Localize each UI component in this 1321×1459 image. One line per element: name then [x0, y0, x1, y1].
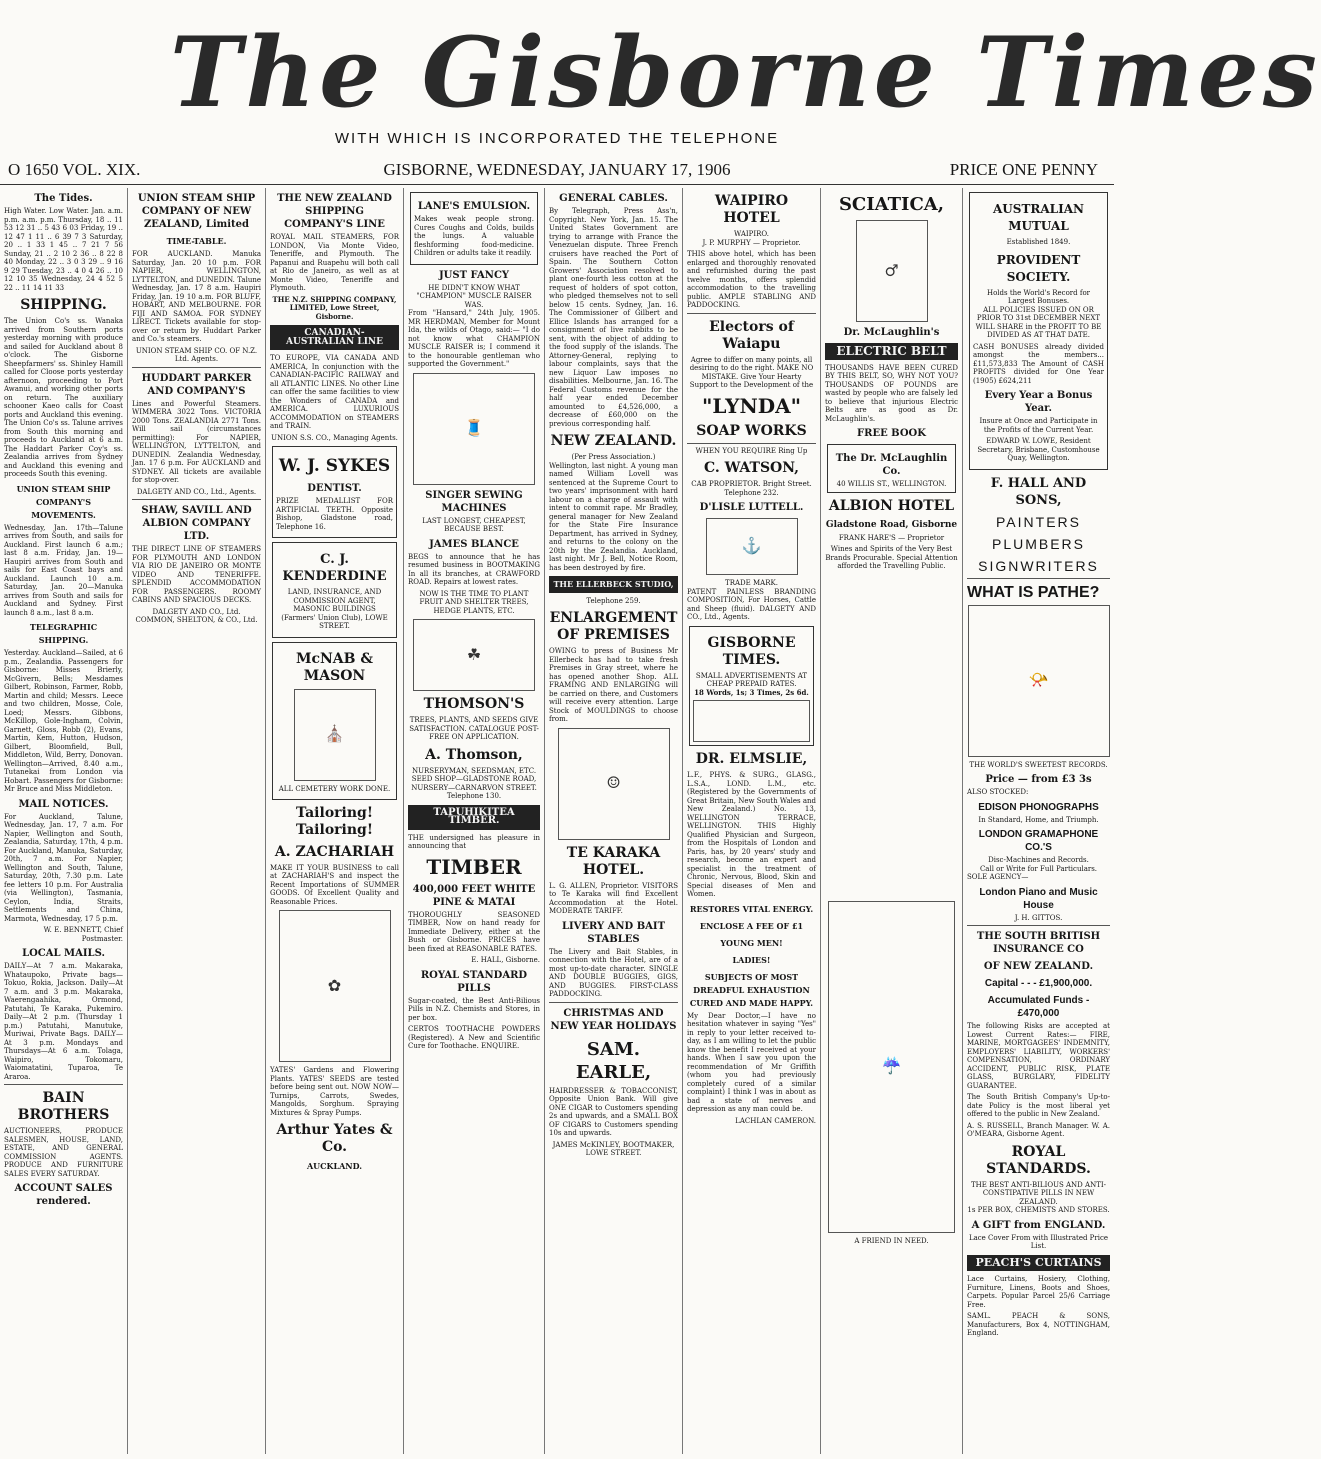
cables-text: By Telegraph, Press Ass'n, Copyright. New York, Jan. 15. The United States Government are trying to arrange with France the Venezuelan dispute. Three French cruisers have reached the Port of Spain. The Southern Cotton Growers' Association resolved to plant one-fourth less cotton at the request of holders of spot cotton, who pledged themselves not to sell below 15 cents. Sydney, Jan. 16. The Commissioner of Gilbert and Ellice Islands has arranged for a consignment of live rabbits to be sent, with the object of adding to the food supply of the islands. The Attorney-General, replying to labour complaints, says that the new Liquor Law imposes no disabilities. Melbourne, Jan. 16. The Federal Customs revenue for the half year ended December amounted to £4,526,000, a decrease of £60,000 on the previous corresponding half. — [549, 207, 678, 428]
times-sub: SMALL ADVERTISEMENTS AT CHEAP PREPAID RATES. — [695, 671, 808, 688]
canadian-heading: CANADIAN-AUSTRALIAN LINE — [270, 325, 399, 350]
fhall-plumbers: PLUMBERS — [991, 535, 1086, 552]
fancy-heading: JUST FANCY — [438, 269, 510, 281]
column-5 — [545, 188, 683, 1454]
waipiro-proprietor: J. P. MURPHY — Proprietor. — [702, 238, 801, 247]
telegraphic-heading: TELEGRAPHIC SHIPPING. — [29, 622, 98, 645]
tapu-text-2: THOROUGHLY SEASONED TIMBER, Now on hand ready for Immediate Delivery, either at the Bush or Gisborne. PRICES have been fixed at REASONABLE RATES. — [408, 910, 540, 953]
royal-standards-text: THE BEST ANTI-BILIOUS AND ANTI-CONSTIPATIVE PILLS IN NEW ZEALAND. — [970, 1180, 1106, 1206]
union-heading: UNION STEAM SHIP COMPANY OF NEW ZEALAND, Limited — [137, 193, 256, 230]
sciatica-heading: SCIATICA, — [838, 194, 945, 215]
electors-text: Agree to differ on many points, all desiring to do the right. MAKE NO MISTAKE. Give Your Hearty Support to the Development of the — [689, 355, 814, 389]
sb-heading: THE SOUTH BRITISH INSURANCE CO — [976, 931, 1101, 955]
nz-news-sub: (Per Press Association.) — [571, 453, 656, 461]
royal-standards-heading: ROYAL STANDARDS. — [986, 1143, 1091, 1177]
peach-heading: PEACH'S CURTAINS — [967, 1255, 1110, 1272]
livery-heading: LIVERY AND BAIT STABLES — [561, 920, 666, 945]
postmaster: W. E. BENNETT, Chief Postmaster. — [43, 926, 123, 943]
volume-number: O 1650 VOL. XIX. — [8, 160, 141, 179]
watson-sub: CAB PROPRIETOR. Bright Street. Telephone 232. — [691, 480, 812, 497]
albion-heading: ALBION HOTEL — [828, 497, 955, 514]
mcnab-sub: ALL CEMETERY WORK DONE. — [278, 784, 391, 793]
piano-sub: J. H. GITTOS. — [1014, 913, 1063, 922]
tailoring-heading: Tailoring! Tailoring! — [296, 804, 373, 838]
shipping-heading: SHIPPING. — [20, 297, 107, 313]
gift-sub: Lace Cover From with Illustrated Price List. — [968, 1233, 1109, 1250]
tapu-heading: TAPUHIKITEA TIMBER. — [408, 805, 540, 830]
waipiro-sub: WAIPIRO. — [734, 230, 769, 238]
issue-date: GISBORNE, WEDNESDAY, JANUARY 17, 1906 — [383, 160, 731, 179]
elmslie-heading: DR. ELMSLIE, — [695, 751, 808, 767]
plant-notice: NOW IS THE TIME TO PLANT FRUIT AND SHELTER TREES, HEDGE PLANTS, ETC. — [419, 589, 529, 615]
lanes-heading: LANE'S EMULSION. — [417, 201, 531, 212]
albion-proprietor: FRANK HARE'S — Proprietor — [838, 533, 945, 542]
gift-heading: A GIFT from ENGLAND. — [971, 1219, 1106, 1231]
edison-sub: In Standard, Home, and Triumph. — [978, 815, 1099, 824]
tapu-text: THE undersigned has pleasure in announcing that — [408, 833, 540, 850]
ship-movements-heading: UNION STEAM SHIP COMPANY'S MOVEMENTS. — [16, 483, 111, 520]
dateline — [0, 160, 1114, 182]
mcnab-heading: McNAB & MASON — [295, 650, 374, 684]
huddart-agents: DALGETY AND CO., Ltd., Agents. — [136, 487, 257, 496]
woman-portrait-illustration: ☺ — [558, 728, 670, 840]
singer-heading: SINGER SEWING MACHINES — [425, 489, 523, 514]
column-4 — [404, 188, 545, 1454]
fhall-painters: PAINTERS — [996, 513, 1081, 530]
bain-heading: BAIN BROTHERS — [17, 1090, 110, 1123]
mclaughlin-address: 40 WILLIS ST., WELLINGTON. — [836, 480, 947, 488]
huddart-text: Lines and Powerful Steamers. WIMMERA 3022 Tons. VICTORIA 2000 Tons. ZEALANDIA 2771 Tons. Will sail (circumstances permitting): For NAPIER, WELLINGTON, LYTTELTON, and DUNEDIN. Zealandia Wednesday, Jan. 17 6 p.m. For AUCKLAND and SYDNEY. All tickets are available for stop-over. — [132, 399, 261, 484]
tapu-feet: 400,000 FEET WHITE PINE & MATAI — [412, 883, 536, 908]
masthead — [0, 0, 1321, 179]
zachariah-text: MAKE IT YOUR BUSINESS to call at ZACHARIAH'S and inspect the Recent Importations of SUMMER GOODS. Of Excellent Quality and Reasonable Prices. — [270, 863, 399, 906]
man-figure-illustration: ♂ — [856, 220, 928, 322]
sb-nz: OF NEW ZEALAND. — [983, 961, 1094, 972]
shaw-text: THE DIRECT LINE OF STEAMERS FOR PLYMOUTH AND LONDON VIA RIO DE JANEIRO OR MONTE VIDEO AND TENERIFFE. SPLENDID ACCOMMODATION FOR PASSENGERS. ROOMY CABINS AND SPACIOUS DECKS. — [132, 545, 261, 604]
gramophone-sub: Disc-Machines and Records. — [988, 856, 1089, 864]
nz-shipping-text: ROYAL MAIL STEAMERS, FOR LONDON, Via Monte Video, Teneriffe, and Plymouth. The Papanui and Ruapehu will both call at Rio de Janeiro, as well as at Monte Video, Teneriffe and Plymouth. — [270, 233, 399, 292]
yates-heading: Arthur Yates & Co. — [276, 1122, 393, 1155]
newspaper-title: The Gisborne Times — [170, 16, 1321, 129]
nz-news-text: Wellington, last night. A young man named William Lovell was sentenced at the Supreme Court to two years' imprisonment with hard labour on a charge of assault with intent to commit rape. Mr Bradley, general manager for New Zealand for the State Fire Insurance Department, has arrived in Sydney, and returns to the colony on the 20th by the Zealandia. Auckland, last night. Mr J. Bell, Notice Room, has been destroyed by fire. — [549, 461, 678, 572]
free-book-heading: FREE BOOK — [857, 428, 926, 439]
mail-notices-heading: MAIL NOTICES. — [18, 798, 109, 810]
bain-text: AUCTIONEERS, PRODUCE SALESMEN, HOUSE, LAND, ESTATE, AND GENERAL COMMISSION AGENTS. PRODUCE AND FURNITURE SALES EVERY SATURDAY. — [4, 1127, 123, 1178]
amp-bonus: Every Year a Bonus Year. — [984, 390, 1093, 414]
yates-seeds-illustration: ✿ — [279, 910, 391, 1062]
mail-notices-text: For Auckland, Talune, Wednesday, Jan. 17, 7 a.m. For Napier, Wellington and South, Zealandia, Saturday, 17th, 4 p.m. For Auckland, Manuka, Saturday, 20th, 7 a.m. For Napier, Wellington and South, Talune, Saturday, 20th, 7.30 p.m. Late fee letters 10 p.m. For Australia (via Wellington), Tasmania, Ceylon, India, Straits, Settlements and China, Marmota, Wednesday, 17 5 p.m. — [4, 812, 123, 923]
royal-standards-footer: 1s PER BOX, CHEMISTS AND STORES. — [967, 1206, 1110, 1214]
ship-movements-text: Wednesday, Jan. 17th—Talune arrives from South, and sails for Auckland. First launch 6 a.m.; last 8 a.m. Friday, Jan. 19—Haupiri arrives from South and sails for East Coast bays and Auckland. Launch 10 a.m. Saturday, Jan. 20—Manuka arrives from South and sails for Auckland and Sydney. First launch 8 a.m., last 8 a.m. — [4, 523, 123, 617]
enlargement-heading: ENLARGEMENT OF PREMISES — [549, 610, 678, 643]
bain-footer: ACCOUNT SALES rendered. — [14, 1183, 113, 1207]
yates-footer: AUCKLAND. — [306, 1161, 363, 1171]
sole-agent: SOLE AGENCY— — [967, 873, 1029, 881]
fancy-text: From "Hansard," 24th July, 1905. MR HERDMAN, Member for Mount Ida, the wilds of Otago, said:— "I do not know what CHAMPION MUSCLE RAISER is; I commend it to the honourable gentleman who supported the Government." — [408, 309, 540, 368]
times-heading: GISBORNE TIMES. — [707, 634, 796, 668]
thomson-heading: THOMSON'S — [423, 696, 525, 712]
page-columns — [0, 188, 1114, 1454]
mclaughlin-co-box — [827, 444, 956, 493]
amp-established: Established 1849. — [1006, 238, 1071, 246]
sykes-ad — [272, 446, 397, 538]
belt-text: THOUSANDS HAVE BEEN CURED BY THIS BELT, SO, WHY NOT YOU? THOUSANDS OF POUNDS are wasted by people who are falsely led to believe that injurious Electric Belts are as good as Dr. McLaughlin's. — [825, 363, 958, 423]
soap-works-heading: SOAP WORKS — [696, 422, 807, 439]
peach-text: Lace Curtains, Hosiery, Clothing, Furniture, Linens, Boots and Shoes, Carpets. Popular Parcel 25/6 Carriage Free. — [967, 1275, 1110, 1309]
lanes-text: Makes weak people strong. Cures Coughs and Colds, builds the lungs. A valuable fleshforming food-medicine. Children or adults take it readily. — [414, 215, 534, 257]
masthead-rule — [0, 184, 1114, 185]
friend-caption: A FRIEND IN NEED. — [854, 1236, 929, 1245]
blance-text: BEGS to announce that he has resumed business in BOOTMAKING In all its branches, at CRAWFORD ROAD. Repairs at lowest rates. — [408, 552, 540, 586]
peach-address: SAML. PEACH & SONS, Manufacturers, Box 4, NOTTINGHAM, England. — [967, 1312, 1110, 1337]
sykes-heading: W. J. SYKES — [278, 456, 391, 476]
ellerbeck-heading: THE ELLERBECK STUDIO, — [549, 576, 678, 593]
pills-heading: ROYAL STANDARD PILLS — [420, 969, 528, 994]
newspaper-subtitle: WITH WHICH IS INCORPORATED THE TELEPHONE — [334, 130, 780, 147]
mclaughlin-heading: Dr. McLaughlin's — [843, 327, 940, 338]
issue-price: PRICE ONE PENNY — [949, 160, 1098, 179]
thomson-address: NURSERYMAN, SEEDSMAN, ETC. SEED SHOP—GLADSTONE ROAD, NURSERY—CARNARVON STREET. Telephone 130. — [411, 766, 537, 800]
sb-funds: Accumulated Funds - £470,000 — [987, 995, 1090, 1019]
albion-text: Wines and Spirits of the Very Best Brands Procurable. Special Attention afforded the Travelling Public. — [825, 545, 958, 570]
amp-heading: AUSTRALIAN MUTUAL — [993, 202, 1084, 233]
ellerbeck-phone: Telephone 259. — [586, 596, 641, 605]
thomson-text: TREES, PLANTS, AND SEEDS GIVE SATISFACTION. CATALOGUE POST-FREE ON APPLICATION. — [409, 716, 539, 741]
sykes-text: PRIZE MEDALLIST FOR ARTIFICIAL TEETH. Opposite Bishop, Gladstone road, Telephone 16. — [276, 497, 393, 531]
electric-belt-heading: ELECTRIC BELT — [825, 343, 958, 360]
mcnab-ad — [272, 642, 397, 800]
exhaustion-sign: LACHLAN CAMERON. — [735, 1116, 816, 1125]
local-mails-text: DAILY—At 7 a.m. Makaraka, Whataupoko, Private bags—Tokuo, Rokia, Jackson. Daily—At 7 a.m. and 3 p.m. Makaraka, Waerengaahika, Ormond, Patutahi, Te Karaka, Pukemiro. Daily—At 2 p.m. (Thursday 1 p.m.) Patutahi, Manutuke, Muriwai, Private Bags. DAILY—At 3 p.m. Mondays and Thursdays—At 6 a.m. Tolaga, Waipiro, Tokomaru, Waiomatatini, Tuparoa, Te Araroa. — [4, 962, 123, 1081]
edison-heading: EDISON PHONOGRAPHS — [978, 801, 1099, 813]
luttell-heading: D'LISLE LUTTELL. — [699, 502, 804, 513]
times-form-grid — [693, 700, 810, 742]
blance-heading: JAMES BLANCE — [429, 538, 519, 550]
piano-heading: London Piano and Music House — [979, 886, 1098, 911]
column-3 — [266, 188, 404, 1454]
monument-illustration: ⛪ — [294, 689, 376, 781]
union-agents: UNION STEAM SHIP CO. OF N.Z. Ltd. Agents. — [135, 346, 258, 363]
friend-in-need-illustration: ☔ — [828, 901, 955, 1233]
thomson-name: A. Thomson, — [425, 746, 523, 763]
earle-text: HAIRDRESSER & TOBACCONIST, Opposite Union Bank. Will give ONE CIGAR to Customers spending 2s and upwards, and a SMALL BOX OF CIGARS to Customers spending 10s and upwards. — [549, 1086, 678, 1137]
tides-table: High Water. Low Water. Jan. a.m. p.m. a.m. p.m. Thursday, 18 .. 11 53 12 31 .. 5 43 6 03 Friday, 19 .. 12 47 1 11 .. 6 39 7 3 Saturday, 20 .. 1 33 1 45 .. 7 21 7 56 Sunday, 21 .. 2 10 2 36 .. 8 22 8 40 Monday, 22 .. 3 0 3 29 .. 9 16 9 29 Tuesday, 23 .. 4 0 4 26 .. 10 12 10 35 Wednesday, 24 4 52 5 22 .. 11 14 11 33 — [4, 207, 123, 292]
exhaustion-text: My Dear Doctor,—I have no hesitation whatever in saying "Yes" in reply to your letter received to-day, as I am willing to let the public know the benefit I received at your hands. When I saw you upon the recommendation of Mr Griffith (whom you had previously completely cured of a similar complaint) I think I was in about as bad a state of nerves and depression as any man could be. — [687, 1011, 816, 1113]
mclaughlin-co: The Dr. McLaughlin Co. — [835, 453, 948, 477]
nz-shipping-heading: THE NEW ZEALAND SHIPPING COMPANY'S LINE — [277, 193, 392, 230]
xmas-heading: CHRISTMAS AND NEW YEAR HOLIDAYS — [550, 1007, 677, 1032]
kenderdine-text: LAND, INSURANCE, AND COMMISSION AGENT, MASONIC BUILDINGS (Farmers' Union Club), LOWE STREET. — [281, 588, 388, 630]
karaka-text: L. G. ALLEN, Proprietor. VISITORS to Te Karaka will find Excellent Accommodation at the Hotel. MODERATE TARIFF. — [549, 881, 678, 915]
sb-capital: Capital - - - £1,900,000. — [984, 978, 1093, 989]
pathe-heading: WHAT IS PATHE? — [967, 583, 1100, 601]
call-text: Call or Write for Full Particulars. — [979, 864, 1098, 873]
shipping-text: The Union Co's ss. Wanaka arrived from Southern ports yesterday morning with produce and sailed for Auckland about 8 o'clock. The Gisborne Sheepfarmers' ss. Shinley Hamill called for Cloose ports yesterday afternoon, proceeding to Port Awanui, and working other ports on return. The auxiliary schooner Kaeo calls for Coast ports and Auckland this evening. The Union Co's ss. Talune arrives from South this morning and proceeds to Auckland at 6 a.m. The Haddart Parker Coy's ss. Zealandia arrives from Sydney and Auckland this evening and proceeds South this evening. — [4, 317, 123, 478]
take-good-advice-illustration: ☘ — [413, 619, 535, 691]
fancy-sub: HE DIDN'T KNOW WHAT "CHAMPION" MUSCLE RAISER WAS. — [416, 283, 532, 309]
sb-text: The following Risks are accepted at Lowest Current Rates:— FIRE, MARINE, MORTGAGEES' INDEMNITY, EMPLOYERS' LIABILITY, WORKERS' COMPENSATION, ORDINARY ACCIDENT, PUBLIC RISK, PLATE GLASS, BURGLARY, FIDELITY GUARANTEE. — [967, 1022, 1110, 1090]
yates-text: YATES' Gardens and Flowering Plants. YATES' SEEDS are tested before being sent out. NOW NOW— Turnips, Carrots, Swedes, Mangolds, Sorghum. Spraying Mixtures & Spray Pumps. — [270, 1066, 399, 1117]
also-stocked: ALSO STOCKED: — [967, 788, 1029, 796]
mckinley-text: JAMES McKINLEY, BOOTMAKER, LOWE STREET. — [552, 1140, 675, 1157]
elmslie-text: L.F., PHYS. & SURG., GLASG., L.S.A., LOND. L.M., etc. (Registered by the Governments of Great Britain, New South Wales and New Zealand.) No. 13, WELLINGTON TERRACE, WELLINGTON. THIS Highly Qualified Physician and Surgeon, from the Hospitals of London and Paris, has, by 20 years' study and research, become an expert and specialist in the treatment of Chronic, Nervous, Blood, Skin and Special diseases of Men and Women. — [687, 771, 816, 898]
amp-cash: CASH BONUSES already divided amongst the members... £11,573,833 The Amount of CASH PROFITS divided for One Year (1905) £624,211 — [973, 342, 1104, 385]
albion-sub: Gladstone Road, Gisborne — [825, 519, 958, 530]
column-6 — [683, 188, 821, 1454]
amp-ad — [969, 192, 1108, 470]
lynda-heading: "LYNDA" — [701, 393, 802, 418]
times-rate: 18 Words, 1s; 3 Times, 2s 6d. — [694, 687, 809, 697]
nz-shipping-company: THE N.Z. SHIPPING COMPANY, LIMITED, Lowe Street, Gisborne. — [272, 294, 397, 321]
shaw-agents: DALGETY AND CO., Ltd. COMMON, SHELTON, & CO., Ltd. — [135, 607, 258, 624]
kenderdine-ad — [272, 542, 397, 638]
amp-insure: Insure at Once and Participate in the Profits of the Current Year. — [979, 417, 1098, 434]
nz-news-heading: NEW ZEALAND. — [550, 433, 677, 449]
earle-heading: SAM. EARLE, — [575, 1038, 652, 1083]
huddart-heading: HUDDART PARKER AND COMPANY'S — [141, 372, 252, 397]
timetable-heading: TIME-TABLE. — [166, 236, 227, 246]
lanes-ad — [410, 192, 538, 265]
canadian-text: TO EUROPE, VIA CANADA AND AMERICA, In conjunction with the CANADIAN-PACIFIC RAILWAY and all ATLANTIC LINES. No other Line can offer the same facilities to view the Wonders of CANADA and AMERICA. LUXURIOUS ACCOMMODATION on STEAMERS and TRAIN. — [270, 354, 399, 430]
telegraphic-text: Yesterday. Auckland—Sailed, at 6 p.m., Zealandia. Passengers for Gisborne: Misses Brierly, McGivern, Bells; Mesdames Gilbert, Robinson, Farmer, Robb, Martin and child; Messrs. Leece and two children, Mosse, Cole, Loed; Messrs. Gibbons, McKillop, Gole-Ingham, Colvin, Garnett, Gloss, Robb (2), Evans, Martin, Kem, Hutton, Hudson, Gilbert, Bloomfield, Bull, Middleton, Wild, Berry, Donovan. Wellington—Arrived, 8.40 a.m., Tutanekai from London via Hobart. Passengers for Gisborne: Mr Bruce and Miss Middleton. — [4, 649, 123, 793]
enclose-heading: ENCLOSE A FEE OF £1 — [699, 920, 804, 931]
anchor-trade-mark-icon: ⚓ — [706, 518, 798, 575]
amp-name: PROVIDENT SOCIETY. — [996, 252, 1081, 284]
watson-heading: C. WATSON, — [703, 460, 800, 476]
zachariah-heading: A. ZACHARIAH — [274, 843, 395, 860]
amp-agent: EDWARD W. LOWE, Resident Secretary, Brisbane, Customhouse Quay, Wellington. — [977, 437, 1100, 462]
tapu-sign: E. HALL, Gisborne. — [471, 956, 540, 964]
ladies-heading: LADIES! — [732, 954, 771, 965]
gramophone-heading: LONDON GRAMAPHONE CO.'S — [978, 829, 1099, 853]
certos-text: CERTOS TOOTHACHE POWDERS (Registered). A New and Scientific Cure for Toothache. ENQUIRE. — [408, 1025, 540, 1050]
pills-text: Sugar-coated, the Best Anti-Bilious Pills in N.Z. Chemists and Stores, in per box. — [408, 996, 540, 1022]
times-ad — [689, 626, 814, 747]
shaw-heading: SHAW, SAVILL AND ALBION COMPANY LTD. — [141, 505, 252, 542]
column-8 — [963, 188, 1114, 1454]
singer-logo-illustration: 🧵 — [413, 373, 535, 485]
column-2 — [128, 188, 266, 1454]
column-1 — [0, 188, 128, 1454]
restores-heading: RESTORES VITAL ENERGY. — [689, 903, 814, 914]
sb-policy: The South British Company's Up-to-date Policy is the most liberal yet offered to the public in New Zealand. — [967, 1093, 1110, 1118]
waipiro-text: THIS above hotel, which has been enlarged and thoroughly renovated and refurnished during the past twelve months, offers splendid accommodation to the travelling public. AMPLE STABLING AND PADDOCKING. — [687, 250, 816, 309]
timber-heading: TIMBER — [426, 854, 522, 879]
pathe-price: Price — from £3 3s — [985, 774, 1092, 785]
cables-heading: GENERAL CABLES. — [559, 193, 668, 204]
amp-sub: Holds the World's Record for Largest Bonuses. — [986, 288, 1091, 305]
electors-heading: Electors of Waiapu — [709, 318, 794, 352]
sb-agents: A. S. RUSSELL, Branch Manager. W. A. O'MEARA, Gisborne Agent. — [967, 1121, 1110, 1138]
tides-heading: The Tides. — [34, 193, 93, 204]
enlargement-text: OWING to press of Business Mr Ellerbeck has had to take fresh Premises in Gray street, where he has opened another Shop. ALL FRAMING AND ENLARGING will be carried on there, and Customers will receive every attention. Large Stock of MOULDINGS to choose from. — [549, 647, 678, 723]
livery-text: The Livery and Bait Stables, in connection with the Hotel, are of a most up-to-date character. SINGLE AND DOUBLE BUGGIES, GIGS, AND BUGGIES. FIRST-CLASS PADDOCKING. — [549, 947, 678, 998]
trade-mark-label: TRADE MARK. — [725, 579, 778, 587]
waipiro-heading: WAIPIRO HOTEL — [714, 193, 789, 226]
fhall-signwriters: SIGNWRITERS — [978, 557, 1099, 574]
kenderdine-heading: C. J. KENDERDINE — [282, 552, 387, 584]
karaka-heading: TE KARAKA HOTEL. — [566, 844, 661, 878]
canadian-agents: UNION S.S. CO., Managing Agents. — [271, 433, 398, 442]
fhall-heading: F. HALL AND SONS, — [990, 475, 1087, 508]
branding-text: PATENT PAINLESS BRANDING COMPOSITION, For Horses, Cattle and Sheep (fluid). DALGETY AND CO., Ltd., Agents. — [687, 587, 816, 621]
exhaustion-heading: SUBJECTS OF MOST DREADFUL EXHAUSTION CURED AND MADE HAPPY. — [689, 971, 814, 1008]
sykes-sub: DENTIST. — [307, 483, 362, 494]
column-7 — [821, 188, 963, 1454]
local-mails-heading: LOCAL MAILS. — [22, 948, 105, 959]
amp-policies: ALL POLICIES ISSUED ON OR PRIOR TO 31st DECEMBER NEXT WILL SHARE in the PROFIT TO BE DIVIDED AS AT THAT DATE. — [975, 305, 1102, 339]
union-text: FOR AUCKLAND. Manuka Saturday, Jan. 20 10 p.m. FOR NAPIER, WELLINGTON, LYTTELTON, and DUNEDIN. Talune Wednesday, Jan. 17 8 a.m. Haupiri Friday, Jan. 19 10 a.m. FOR BLUFF, HOBART, AND MELBOURNE. FOR FIJI AND SAMOA. FOR SYDNEY LIRECT. Tickets available for stop-over or return by Huddart Parker and Co.'s steamers. — [132, 250, 261, 343]
singer-text: LAST LONGEST, CHEAPEST, BECAUSE BEST. — [422, 516, 526, 533]
watson-text: WHEN YOU REQUIRE Ring Up — [695, 446, 808, 455]
young-men-heading: YOUNG MEN! — [720, 937, 783, 948]
phonograph-illustration: 📯 — [968, 605, 1110, 757]
pathe-records: THE WORLD'S SWEETEST RECORDS. — [969, 760, 1108, 769]
